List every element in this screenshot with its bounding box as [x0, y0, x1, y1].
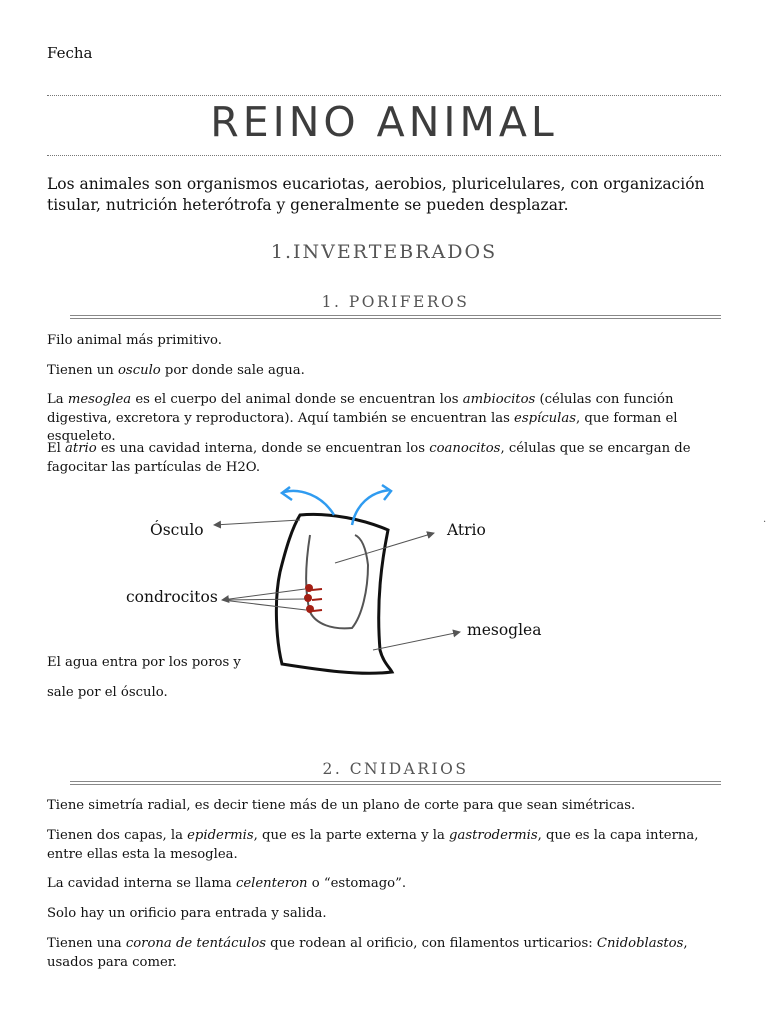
text-run: o “estomago”.	[307, 876, 407, 891]
text-run: , usados para comer.	[47, 936, 688, 970]
sponge-atrium-outline	[306, 535, 368, 628]
text-run: es el cuerpo del animal donde se encuentran los	[131, 392, 463, 407]
water-arrow-right-head	[382, 485, 391, 500]
term-osculo: osculo	[117, 363, 161, 378]
pointer-condrocitos-1	[222, 589, 305, 600]
cnidarios-paragraph-1: Tiene simetría radial, es decir tiene más de un plano de corte para que sean simétricas.	[47, 798, 636, 813]
cnidarios-paragraph-2	[47, 827, 727, 864]
poriferos-paragraph-1: Filo animal más primitivo.	[47, 333, 222, 348]
term-cnidoblastos: Cnidoblastos	[596, 936, 684, 951]
term-coanocitos: coanocitos	[429, 441, 501, 456]
term-celenteron: celenteron	[235, 876, 308, 891]
water-arrow-left-head	[282, 487, 292, 500]
cnidarios-paragraph-4: Solo hay un orificio para entrada y salida.	[47, 906, 327, 921]
text-run: La	[47, 392, 68, 407]
page-title: REINO ANIMAL	[210, 98, 558, 146]
water-arrow-left	[284, 491, 334, 515]
pointer-mesoglea	[373, 632, 460, 650]
term-epidermis: epidermis	[187, 828, 254, 843]
text-run: , que forman el esqueleto.	[47, 410, 678, 444]
cnidarios-rule	[70, 781, 721, 785]
intro-paragraph: Los animales son organismos eucariotas, aerobios, pluricelulares, con organización tisular, nutrición heterótrofa y generalmente se pueden desplazar.	[47, 175, 705, 214]
text-run: Tienen una	[47, 936, 126, 951]
condrocito-cell-3	[306, 605, 314, 613]
margin-mark: .	[763, 514, 767, 525]
text-run: El	[47, 441, 66, 456]
text-run: Tienen un	[47, 363, 118, 378]
condrocito-cell-1	[305, 584, 313, 592]
poriferos-paragraph-5: El agua entra por los poros y	[47, 655, 241, 670]
term-mesoglea: mesoglea	[67, 392, 132, 407]
label-mesoglea: mesoglea	[467, 621, 542, 639]
term-ambiocitos: ambiocitos	[462, 392, 536, 407]
cnidarios-paragraph-3	[47, 875, 727, 894]
date-label: Fecha	[47, 44, 93, 62]
poriferos-paragraph-6: sale por el ósculo.	[47, 685, 168, 700]
subheading-cnidarios: 2. CNIDARIOS	[322, 760, 469, 778]
text-run: por donde sale agua.	[160, 363, 305, 378]
section-title: INVERTEBRADOS	[293, 241, 498, 263]
pointer-osculo	[214, 520, 300, 525]
label-atrio: Atrio	[447, 521, 486, 539]
term-espiculas: espículas	[514, 410, 576, 426]
cnidarios-paragraph-5	[47, 935, 727, 972]
text-run: , que es la capa interna, entre ellas esta la mesoglea.	[47, 828, 699, 862]
text-run: (células con función digestiva, excretora y reproductora). Aquí también se encuentran las	[47, 392, 674, 426]
text-run: , que es la parte externa y la	[253, 828, 450, 843]
term-gastrodermis: gastrodermis	[449, 828, 538, 843]
text-run: que rodean al orificio, con filamentos urticarios:	[265, 936, 597, 951]
condrocito-stroke-1	[312, 589, 322, 590]
label-osculo: Ósculo	[150, 521, 204, 539]
condrocito-stroke-3	[313, 610, 322, 611]
condrocito-stroke-2	[312, 599, 322, 600]
text-run: es una cavidad interna, donde se encuentran los	[96, 441, 430, 456]
pointer-condrocitos-3	[222, 600, 306, 610]
condrocito-cell-2	[304, 594, 312, 602]
term-atrio: atrio	[65, 441, 97, 456]
text-run: , células que se encargan de fagocitar las partículas de H2O.	[47, 441, 691, 475]
subheading-poriferos: 1. PORIFEROS	[321, 293, 470, 311]
term-corona-de-tentaculos: corona de tentáculos	[125, 936, 266, 951]
text-run: Tienen dos capas, la	[47, 828, 188, 843]
pointer-condrocitos-2	[222, 599, 305, 600]
section-number: 1.	[270, 241, 294, 263]
text-run: La cavidad interna se llama	[47, 876, 236, 891]
label-condrocitos: condrocitos	[126, 588, 218, 606]
